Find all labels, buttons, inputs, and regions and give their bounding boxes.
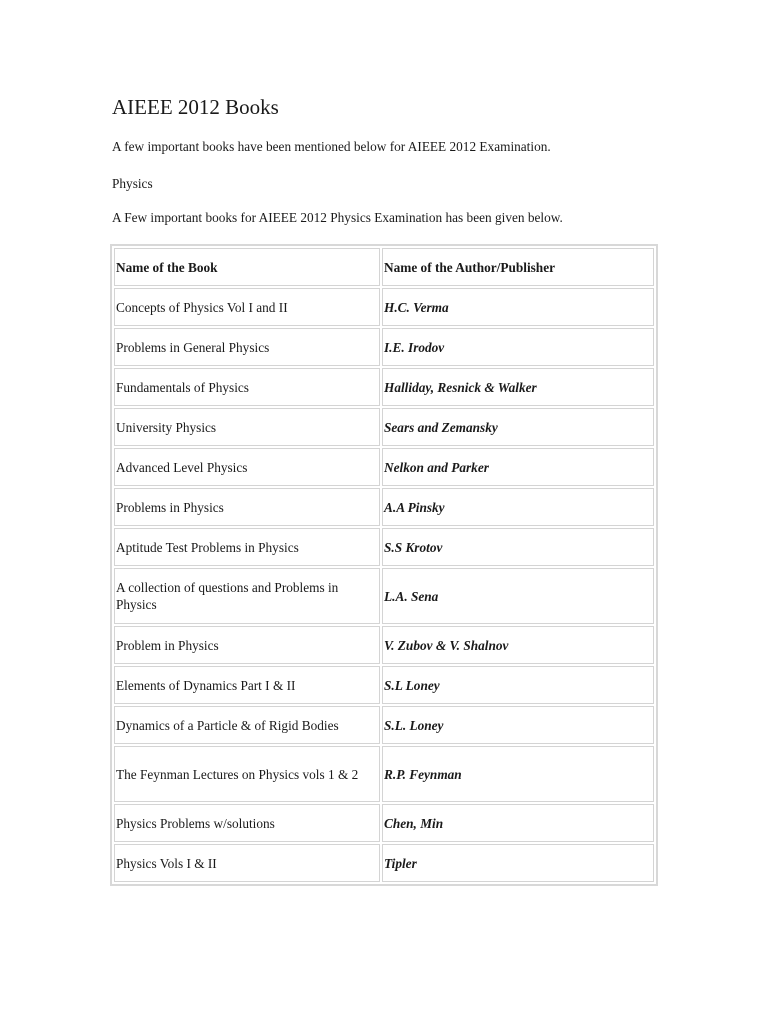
table-row <box>114 844 654 882</box>
author-cell: Sears and Zemansky <box>382 408 654 446</box>
book-cell: Aptitude Test Problems in Physics <box>114 528 380 566</box>
table-row <box>114 626 654 664</box>
book-cell: The Feynman Lectures on Physics vols 1 & 2 <box>114 746 380 802</box>
author-cell: Tipler <box>382 844 654 882</box>
author-cell: Halliday, Resnick & Walker <box>382 368 654 406</box>
table-row <box>114 368 654 406</box>
table-row <box>114 706 654 744</box>
book-cell: Problem in Physics <box>114 626 380 664</box>
books-table <box>110 244 658 886</box>
book-cell: Physics Vols I & II <box>114 844 380 882</box>
book-cell: Elements of Dynamics Part I & II <box>114 666 380 704</box>
author-cell: L.A. Sena <box>382 568 654 624</box>
header-book-name: Name of the Book <box>114 248 380 286</box>
book-cell: A collection of questions and Problems in Physics <box>114 568 380 624</box>
table-header-row <box>114 248 654 286</box>
book-cell: Advanced Level Physics <box>114 448 380 486</box>
book-cell: Concepts of Physics Vol I and II <box>114 288 380 326</box>
author-cell: S.S Krotov <box>382 528 654 566</box>
book-cell: Problems in General Physics <box>114 328 380 366</box>
table-row <box>114 666 654 704</box>
section-heading: Physics <box>112 176 153 191</box>
table-row <box>114 746 654 802</box>
author-cell: V. Zubov & V. Shalnov <box>382 626 654 664</box>
intro-paragraph: A few important books have been mentioned below for AIEEE 2012 Examination. <box>112 139 551 154</box>
author-cell: I.E. Irodov <box>382 328 654 366</box>
author-cell: S.L Loney <box>382 666 654 704</box>
table-row <box>114 528 654 566</box>
book-cell: University Physics <box>114 408 380 446</box>
book-cell: Problems in Physics <box>114 488 380 526</box>
table-row <box>114 328 654 366</box>
table-row <box>114 408 654 446</box>
author-cell: Chen, Min <box>382 804 654 842</box>
header-author-publisher: Name of the Author/Publisher <box>382 248 654 286</box>
section-intro-paragraph: A Few important books for AIEEE 2012 Physics Examination has been given below. <box>112 210 563 225</box>
table-row <box>114 448 654 486</box>
author-cell: R.P. Feynman <box>382 746 654 802</box>
table-row <box>114 568 654 624</box>
book-cell: Dynamics of a Particle & of Rigid Bodies <box>114 706 380 744</box>
author-cell: S.L. Loney <box>382 706 654 744</box>
author-cell: A.A Pinsky <box>382 488 654 526</box>
book-cell: Physics Problems w/solutions <box>114 804 380 842</box>
book-cell: Fundamentals of Physics <box>114 368 380 406</box>
author-cell: Nelkon and Parker <box>382 448 654 486</box>
table-row <box>114 488 654 526</box>
author-cell: H.C. Verma <box>382 288 654 326</box>
table-row <box>114 804 654 842</box>
page-title: AIEEE 2012 Books <box>112 95 279 119</box>
table-row <box>114 288 654 326</box>
